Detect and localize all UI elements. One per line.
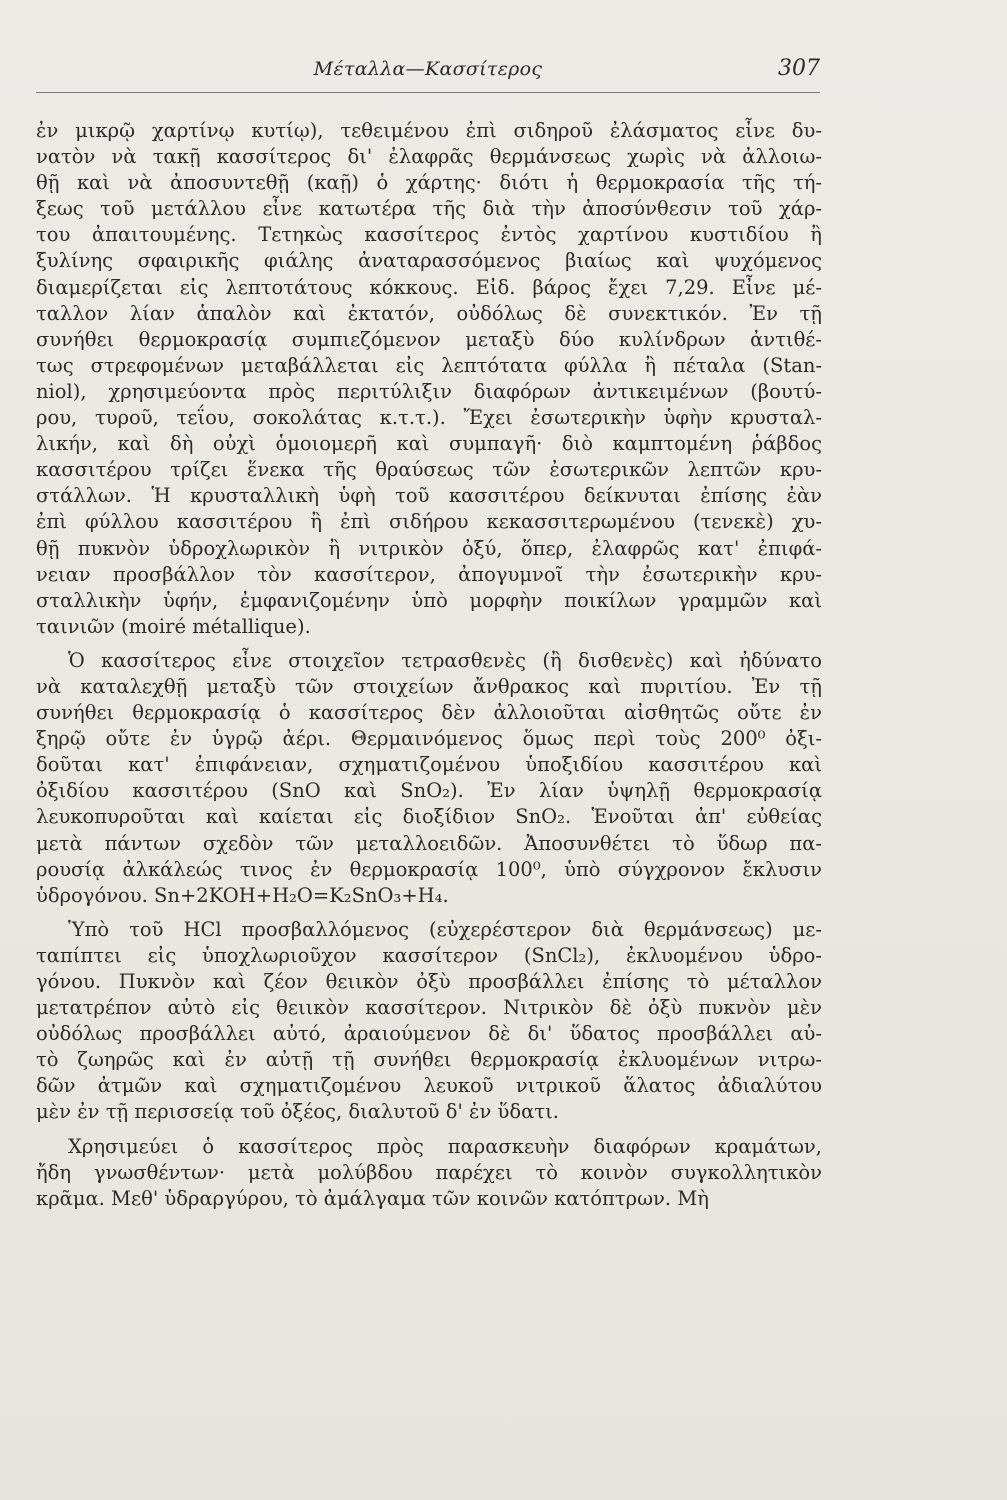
text-line: niol), χρησιμεύοντα πρὸς περιτύλιξιν διαφόρων ἀντικειμένων (βουτύ- [36,379,822,403]
text-line: ξηρῷ οὔτε ἐν ὑγρῷ ἀέρι. Θερμαινόμενος ὅμως περὶ τοὺς 200⁰ ὀξι- [36,727,822,751]
paragraph [36,648,822,909]
text-line: γόνου. Πυκνὸν καὶ ζέον θειικὸν ὀξὺ προσβάλλει ἐπίσης τὸ μέταλλον [36,970,822,993]
running-head: Μέταλλα—Κασσίτερος [313,58,543,80]
text-line: θῇ καὶ νὰ ἀποσυντεθῇ (καῇ) ὁ χάρτης· διότι ἡ θερμοκρασία τῆς τή- [36,171,822,195]
page-number: 307 [778,56,820,81]
text-line: συνήθει θερμοκρασίᾳ ὁ κασσίτερος δὲν ἀλλοιοῦται αἰσθητῶς οὔτε ἐν [36,701,822,725]
text-line: ταινιῶν (moiré métallique). [36,614,311,638]
text-line: λευκοπυροῦται καὶ καίεται εἰς διοξίδιον SnO₂. Ἑνοῦται ἀπ' εὐθείας [36,805,822,829]
text-line: Ὑπὸ τοῦ HCl προσβαλλόμενος (εὐχερέστερον διὰ θερμάνσεως) με- [68,917,822,941]
text-line: κασσιτέρου τρίζει ἕνεκα τῆς θραύσεως τῶν ἐσωτερικῶν λεπτῶν κρυ- [36,458,822,482]
text-line: ρου, τυροῦ, τεΐου, σοκολάτας κ.τ.τ.). Ἔχει ἐσωτερικὴν ὑφὴν κρυσταλ- [36,406,822,430]
text-line: διαμερίζεται εἰς λεπτοτάτους κόκκους. Εἰδ. βάρος ἔχει 7,29. Εἶνε μέ- [36,275,822,299]
text-line: ξυλίνης σφαιρικῆς φιάλης ἀναταρασσόμενος βιαίως καὶ ψυχόμενος [36,249,822,273]
text-line: Ὁ κασσίτερος εἶνε στοιχεῖον τετρασθενὲς (ἢ δισθενὲς) καὶ ἠδύνατο [68,648,822,672]
text-line: ἐν μικρῷ χαρτίνῳ κυτίῳ), τεθειμένου ἐπὶ σιδηροῦ ἐλάσματος εἶνε δυ- [36,119,822,142]
paragraph [36,1134,822,1212]
text-line: λικήν, καὶ δὴ οὐχὶ ὁμοιομερῆ καὶ συμπαγῆ· διὸ καμπτομένη ῥάβδος [36,432,822,456]
text-line: θῇ πυκνὸν ὑδροχλωρικὸν ἢ νιτρικὸν ὀξύ, ὅπερ, ἐλαφρῶς κατ' ἐπιφά- [36,536,822,560]
text-line: μετατρέπον αὐτὸ εἰς θειικὸν κασσίτερον. Νιτρικὸν δὲ ὀξὺ πυκνὸν μὲν [36,996,822,1020]
text-line: μὲν ἐν τῇ περισσείᾳ τοῦ ὀξέος, διαλυτοῦ δ' ἐν ὕδατι. [36,1100,559,1124]
text-line: τὸ ζωηρῶς καὶ ἐν αὐτῇ τῇ συνήθει θερμοκρασίᾳ ἐκλυομένων νιτρω- [36,1048,822,1072]
text-line: ὀξιδίου κασσιτέρου (SnO καὶ SnO₂). Ἐν λίαν ὑψηλῇ θερμοκρασίᾳ [36,779,822,803]
body-text [36,118,822,1212]
text-line: ξεως τοῦ μετάλλου εἶνε κατωτέρα τῆς διὰ τὴν ἀποσύνθεσιν τοῦ χάρ- [36,197,822,221]
text-line: δοῦται κατ' ἐπιφάνειαν, σχηματιζομένου ὑποξιδίου κασσιτέρου καὶ [36,753,822,777]
text-line: νειαν προσβάλλον τὸν κασσίτερον, ἀπογυμνοῖ τὴν ἐσωτερικὴν κρυ- [36,562,822,586]
text-line: συνήθει θερμοκρασίᾳ συμπιεζόμενον μεταξὺ δύο κυλίνδρων ἀντιθέ- [36,327,822,351]
text-line: νατὸν νὰ τακῇ κασσίτερος δι' ἐλαφρᾶς θερμάνσεως χωρὶς νὰ ἀλλοιω- [36,145,822,169]
text-line: μετὰ πάντων σχεδὸν τῶν μεταλλοειδῶν. Ἀποσυνθέτει τὸ ὕδωρ πα- [36,831,822,855]
text-line: ὑδρογόνου. Sn+2KOH+H₂O=K₂SnO₃+H₄. [36,883,449,907]
text-line: ἐπὶ φύλλου κασσιτέρου ἢ ἐπὶ σιδήρου κεκασσιτερωμένου (τενεκὲ) χυ- [36,510,822,534]
text-line: ταπίπτει εἰς ὑποχλωριοῦχον κασσίτερον (SnCl₂), ἐκλυομένου ὑδρο- [36,943,822,967]
paragraph [36,917,822,1126]
text-line: στάλλων. Ἡ κρυσταλλικὴ ὑφὴ τοῦ κασσιτέρου δείκνυται ἐπίσης ἐὰν [36,484,822,508]
text-line: σταλλικὴν ὑφήν, ἐμφανιζομένην ὑπὸ μορφὴν ποικίλων γραμμῶν καὶ [36,588,822,612]
text-line: κρᾶμα. Μεθ' ὑδραργύρου, τὸ ἀμάλγαμα τῶν κοινῶν κατόπτρων. Μὴ [36,1186,709,1210]
header-rule [36,92,820,93]
text-line: ταλλον λίαν ἁπαλὸν καὶ ἐκτατόν, οὐδόλως δὲ συνεκτικόν. Ἐν τῇ [36,301,822,325]
page-header [36,56,820,92]
text-line: δῶν ἀτμῶν καὶ σχηματιζομένου λευκοῦ νιτρικοῦ ἅλατος ἀδιαλύτου [36,1074,822,1098]
paragraph [36,118,822,640]
text-line: Χρησιμεύει ὁ κασσίτερος πρὸς παρασκευὴν διαφόρων κραμάτων, [68,1134,822,1158]
text-line: νὰ καταλεχθῇ μεταξὺ τῶν στοιχείων ἄνθρακος καὶ πυριτίου. Ἐν τῇ [36,674,822,698]
text-line: τως στρεφομένων μεταβάλλεται εἰς λεπτότατα φύλλα ἢ πέταλα (Stan- [36,353,822,377]
text-line: οὐδόλως προσβάλλει αὐτό, ἀραιούμενον δὲ δι' ὕδατος προσβάλλει αὐ- [36,1022,822,1046]
text-line: ἤδη γνωσθέντων· μετὰ μολύβδου παρέχει τὸ κοινὸν συγκολλητικὸν [36,1160,822,1184]
text-line: ρουσίᾳ ἀλκάλεώς τινος ἐν θερμοκρασίᾳ 100⁰, ὑπὸ σύγχρονον ἔκλυσιν [36,857,822,881]
text-line: του ἀπαιτουμένης. Τετηκὼς κασσίτερος ἐντὸς χαρτίνου κυστιδίου ἢ [36,223,822,247]
